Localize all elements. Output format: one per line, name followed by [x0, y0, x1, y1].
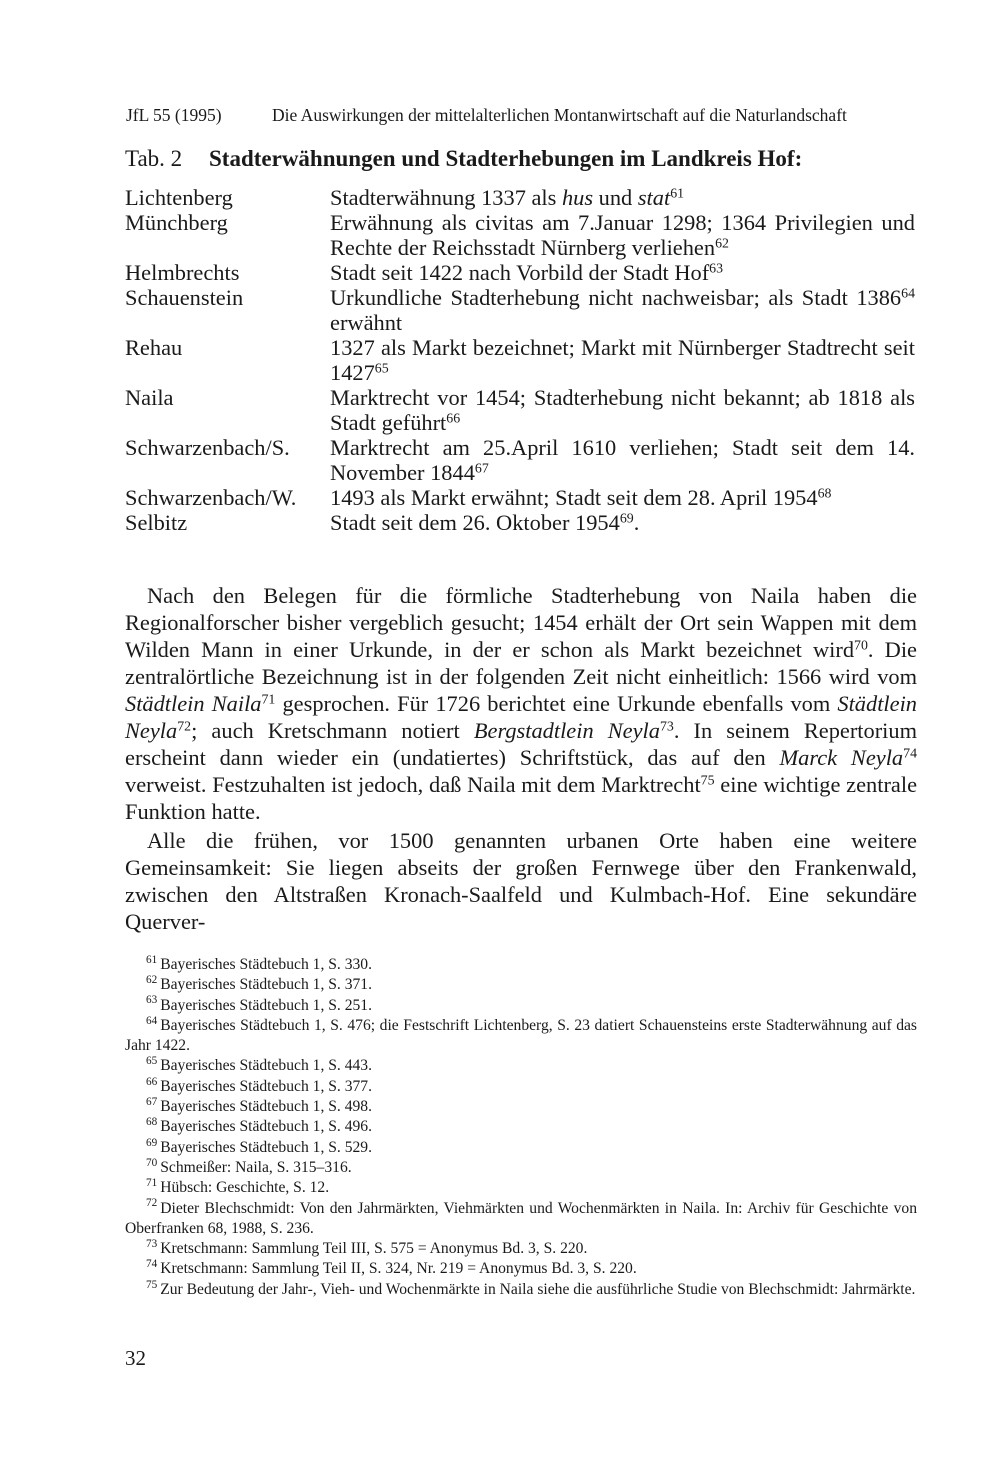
footnote-text: Bayerisches Städtebuch 1, S. 330.: [160, 956, 372, 973]
footnote-number: 63: [146, 994, 158, 1007]
running-head-title: Die Auswirkungen der mittelalterlichen Montanwirtschaft auf die Naturlandschaft: [272, 105, 847, 125]
table-row: [125, 335, 915, 385]
footnote-ref: 69: [619, 511, 634, 527]
text-run: Nach den Belegen für die förmliche Stadterhebung von Naila haben die Regionalforscher bisher vergeblich gesucht; 1454 erhält der Ort sein Wappen mit dem Wilden Mann in einer Urkunde, in der er schon als Markt bezeichnet wird: [125, 583, 917, 662]
footnote-ref: 65: [374, 361, 389, 377]
footnote-ref: 70: [854, 638, 868, 654]
table-row: [125, 185, 915, 210]
footnotes: [125, 955, 917, 1300]
footnote-ref: 66: [446, 411, 461, 427]
running-head: [126, 105, 916, 126]
text-run: . Die zentralörtliche Bezeichnung ist in der folgenden Zeit nicht einheitlich: 1566 wird vom: [125, 637, 917, 689]
text-run: Stadterwähnung 1337 als: [330, 185, 562, 210]
table-caption: [125, 146, 925, 172]
table-row: [125, 435, 915, 485]
table-row: [125, 510, 915, 535]
text-run: und: [593, 185, 638, 210]
footnote-text: Kretschmann: Sammlung Teil II, S. 324, Nr. 219 = Anonymus Bd. 3, S. 220.: [160, 1260, 637, 1278]
table-row: [125, 260, 915, 285]
town-description: [330, 385, 915, 435]
italic-text: Städtlein Neyla: [125, 691, 917, 743]
footnote-number: 62: [146, 974, 158, 987]
text-run: 1493 als Markt erwähnt; Stadt seit dem 28. April 1954: [330, 485, 818, 510]
footnote: [125, 1117, 917, 1137]
footnote: [125, 1138, 917, 1158]
footnote-number: 64: [146, 1014, 158, 1027]
journal-reference: JfL 55 (1995): [126, 105, 222, 125]
text-run: Marktrecht vor 1454; Stadterhebung nicht bekannt; ab 1818 als Stadt geführt: [330, 385, 915, 435]
table-row: [125, 210, 915, 260]
footnote-text: Schmeißer: Naila, S. 315–316.: [160, 1158, 352, 1176]
footnote-text: Bayerisches Städtebuch 1, S. 371.: [160, 976, 372, 994]
footnote: [125, 1077, 917, 1097]
table-row: [125, 485, 915, 510]
footnote-text: Bayerisches Städtebuch 1, S. 251.: [160, 996, 372, 1014]
footnote-ref: 64: [901, 286, 915, 302]
text-run: Urkundliche Stadterhebung nicht nachweisbar; als Stadt 1386: [330, 285, 902, 310]
text-run: erwähnt: [330, 310, 403, 335]
footnote-ref: 63: [709, 261, 724, 277]
footnote: [125, 955, 917, 975]
town-description: [330, 335, 915, 385]
footnote: [125, 1280, 917, 1300]
footnote-text: Bayerisches Städtebuch 1, S. 476; die Festschrift Lichtenberg, S. 23 datiert Schauensteins erste Stadterwähnung auf das Jahr 1422.: [125, 1016, 917, 1055]
footnote-text: Bayerisches Städtebuch 1, S. 377.: [160, 1077, 372, 1095]
footnote-text: Bayerisches Städtebuch 1, S. 529.: [160, 1138, 372, 1156]
table-number: Tab. 2: [125, 146, 183, 171]
footnote: [125, 1056, 917, 1076]
footnote-ref: 72: [177, 719, 192, 735]
text-run: Alle die frühen, vor 1500 genannten urbanen Orte haben eine weitere Gemeinsamkeit: Sie liegen abseits der großen Fernwege über den Frankenwald, zwischen den Altstraßen Kronach-Saalfeld und Kulmbach-Hof. Eine sekundäre Querver-: [125, 828, 917, 934]
text-run: ; auch Kretschmann notiert: [191, 718, 474, 743]
footnote: [125, 1158, 917, 1178]
footnote-text: Bayerisches Städtebuch 1, S. 443.: [160, 1057, 372, 1075]
footnote-number: 71: [146, 1177, 158, 1190]
footnote-number: 66: [146, 1075, 158, 1088]
body-paragraph: [125, 827, 917, 935]
footnote-number: 72: [146, 1197, 158, 1210]
footnote: [125, 975, 917, 995]
footnote-number: 61: [146, 953, 158, 966]
town-name: Rehau: [125, 335, 183, 360]
town-name: Schwarzenbach/W.: [125, 485, 297, 510]
table-row: [125, 385, 915, 435]
footnote-text: Dieter Blechschmidt: Von den Jahrmärkten, Viehmärkten und Wochenmärkten in Naila. In: Archiv für Geschichte von Oberfranken 68, 1988, S. 236.: [125, 1199, 917, 1237]
footnote-number: 65: [146, 1055, 158, 1068]
footnote-ref: 62: [715, 236, 729, 252]
town-name: Naila: [125, 385, 174, 410]
footnote-number: 75: [146, 1278, 158, 1291]
text-run: Stadt seit dem 26. Oktober 1954: [330, 510, 620, 535]
footnote-number: 73: [146, 1237, 158, 1250]
footnote-ref: 71: [261, 692, 276, 708]
footnote-number: 68: [146, 1116, 158, 1129]
town-name: Helmbrechts: [125, 260, 240, 285]
footnote-number: 70: [146, 1156, 158, 1169]
italic-text: hus: [561, 185, 594, 210]
text-run: . In seinem Repertorium erscheint dann wieder ein (undatiertes) Schriftstück, das auf den: [125, 718, 918, 770]
table-row: [125, 285, 915, 335]
footnote-ref: 67: [474, 461, 489, 477]
town-description: [330, 435, 915, 485]
italic-text: Städtlein Naila: [125, 691, 262, 716]
town-name: Lichtenberg: [125, 185, 233, 210]
footnote: [125, 1259, 917, 1279]
town-description: [330, 485, 915, 510]
text-run: .: [633, 510, 640, 535]
page-number: 32: [125, 1346, 146, 1370]
footnote-text: Hübsch: Geschichte, S. 12.: [160, 1179, 330, 1197]
text-run: gesprochen. Für 1726 berichtet eine Urkunde ebenfalls vom: [275, 691, 838, 716]
footnote-ref: 74: [903, 746, 918, 762]
footnote-ref: 68: [817, 486, 832, 502]
footnote: [125, 1199, 917, 1240]
body-text: [125, 582, 917, 935]
town-description: [330, 185, 915, 210]
footnote: [125, 1178, 917, 1198]
footnote: [125, 1097, 917, 1117]
town-table: [125, 185, 915, 535]
footnote-ref: 75: [700, 773, 715, 789]
footnote-number: 69: [146, 1136, 158, 1149]
footnote: [125, 996, 917, 1016]
town-description: [330, 260, 915, 285]
town-description: [330, 210, 915, 260]
footnote: [125, 1239, 917, 1259]
text-run: verweist. Festzuhalten ist jedoch, daß Naila mit dem Marktrecht: [125, 772, 701, 797]
town-name: Schauenstein: [125, 285, 244, 310]
footnote-ref: 61: [670, 186, 685, 202]
town-name: Schwarzenbach/S.: [125, 435, 290, 460]
town-description: [330, 510, 915, 535]
footnote-text: Bayerisches Städtebuch 1, S. 496.: [160, 1118, 372, 1136]
text-run: 1327 als Markt bezeichnet; Markt mit Nürnberger Stadtrecht seit 1427: [330, 335, 915, 385]
town-name: Selbitz: [125, 510, 188, 535]
text-run: eine wichtige zentrale Funktion hatte.: [125, 772, 918, 824]
italic-text: Marck Neyla: [779, 745, 904, 770]
text-run: Marktrecht am 25.April 1610 verliehen; Stadt seit dem 14. November 1844: [330, 435, 915, 485]
footnote-text: Kretschmann: Sammlung Teil III, S. 575 = Anonymus Bd. 3, S. 220.: [160, 1240, 588, 1258]
footnote-text: Zur Bedeutung der Jahr-, Vieh- und Wochenmärkte in Naila siehe die ausführliche Studie von Blechschmidt: Jahrmärkte.: [160, 1280, 916, 1298]
italic-text: stat: [637, 185, 671, 210]
footnote-ref: 73: [659, 719, 674, 735]
italic-text: Bergstadtlein Neyla: [473, 718, 660, 743]
body-paragraph: [125, 582, 917, 825]
town-description: [330, 285, 915, 335]
text-run: Erwähnung als civitas am 7.Januar 1298; 1364 Privilegien und Rechte der Reichsstadt Nürnberg verliehen: [330, 210, 915, 260]
footnote: [125, 1016, 917, 1057]
footnote-text: Bayerisches Städtebuch 1, S. 498.: [160, 1098, 372, 1116]
town-name: Münchberg: [125, 210, 228, 235]
text-run: Stadt seit 1422 nach Vorbild der Stadt Hof: [330, 260, 710, 285]
footnote-number: 67: [146, 1095, 158, 1108]
table-title: Stadterwähnungen und Stadterhebungen im Landkreis Hof:: [209, 146, 803, 171]
footnote-number: 74: [146, 1258, 158, 1271]
